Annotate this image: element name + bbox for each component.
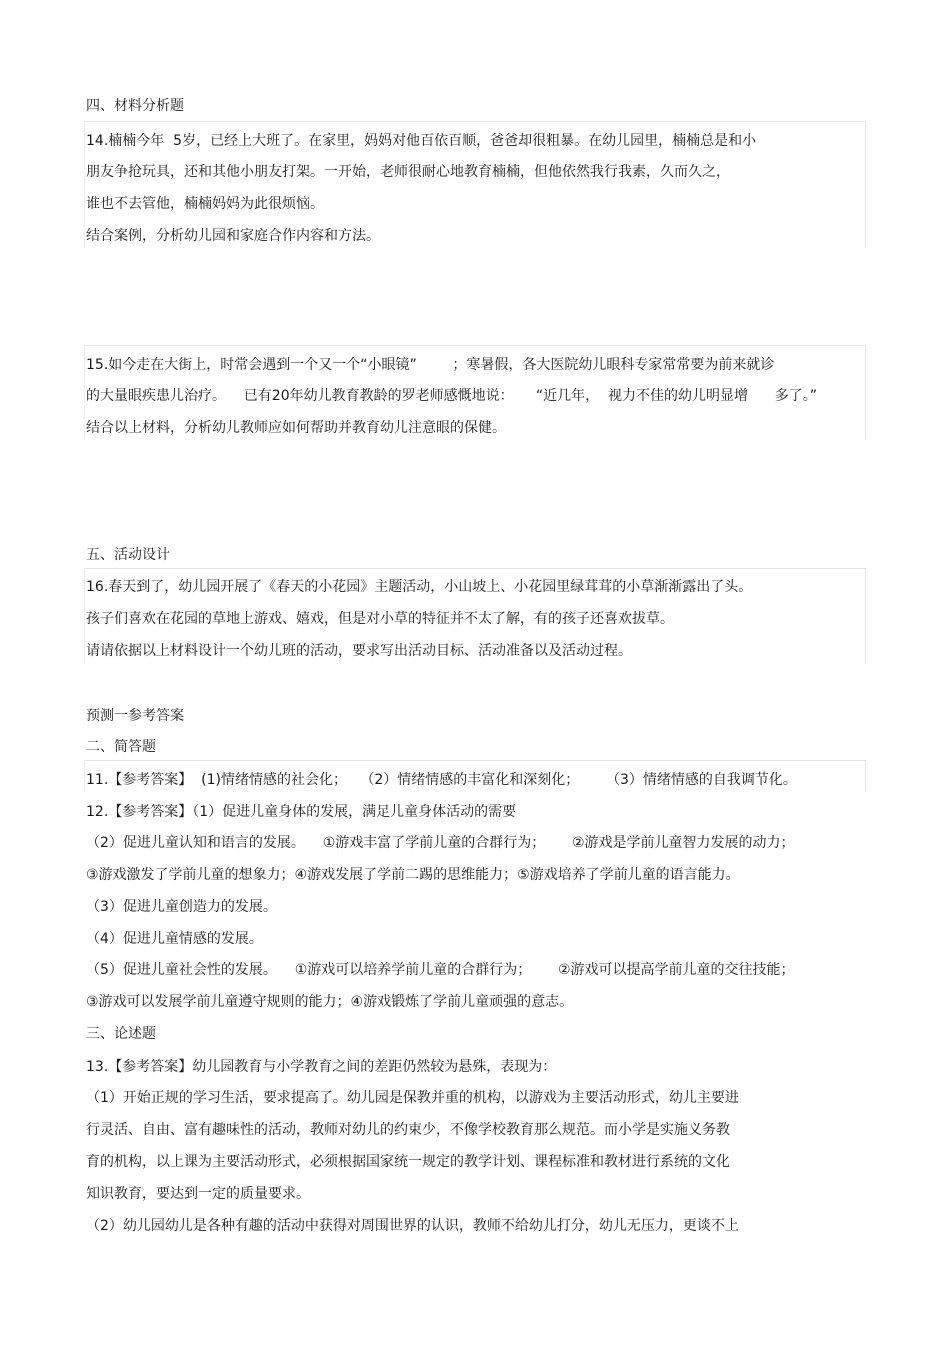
answer-13-line-1: 13.【参考答案】幼儿园教育与小学教育之间的差距仍然较为悬殊，表现为： <box>86 1059 557 1075</box>
answer-11: 11.【参考答案】 (1)情绪情感的社会化； （2）情绪情感的丰富化和深刻化； （3）情绪情感的自我调节化。 <box>86 772 797 788</box>
answer-12-line-6: （5）促进儿童社会性的发展。 ①游戏可以培养学前儿童的合群行为； ②游戏可以提高学前儿童的交往技能； <box>86 962 795 978</box>
answer-13-line-6: （2）幼儿园幼儿是各种有趣的活动中获得对周围世界的认识，教师不给幼儿打分，幼儿无压力，更谈不上 <box>86 1218 739 1234</box>
q14-line-3: 谁也不去管他，楠楠妈妈为此很烦恼。 <box>86 196 324 212</box>
q15-line-2: 的大量眼疾患儿治疗。 已有20年幼儿教育教龄的罗老师感慨地说： “近几年， 视力不佳的幼儿明显增 多了。” <box>86 388 817 404</box>
answer-13-line-2: （1）开始正规的学习生活，要求提高了。幼儿园是保教并重的机构，以游戏为主要活动形式，幼儿主要进 <box>86 1090 739 1106</box>
q15-line-3: 结合以上材料，分析幼儿教师应如何帮助并教育幼儿注意眼的保健。 <box>86 420 506 436</box>
section-heading-materials: 四、材料分析题 <box>86 98 184 114</box>
q16-line-1: 16.春天到了，幼儿园开展了《春天的小花园》主题活动，小山坡上、小花园里绿茸茸的小草渐渐露出了头。 <box>86 579 753 595</box>
q14-line-4: 结合案例，分析幼儿园和家庭合作内容和方法。 <box>86 228 380 244</box>
answer-12-line-1: 12.【参考答案】（1）促进儿童身体的发展，满足儿童身体活动的需要 <box>86 804 517 820</box>
answers-title: 预测一参考答案 <box>86 708 184 724</box>
q14-line-1: 14.楠楠今年 5岁，已经上大班了。在家里，妈妈对他百依百顺，爸爸却很粗暴。在幼儿园里，楠楠总是和小 <box>86 133 757 149</box>
q16-line-2: 孩子们喜欢在花园的草地上游戏、嬉戏，但是对小草的特征并不太了解，有的孩子还喜欢拔草。 <box>86 611 674 627</box>
answer-12-line-4: （3）促进儿童创造力的发展。 <box>86 899 277 915</box>
q14-line-2: 朋友争抢玩具，还和其他小朋友打架。一开始，老师很耐心地教育楠楠，但他依然我行我素，久而久之， <box>86 164 730 180</box>
answer-12-line-2: （2）促进儿童认知和语言的发展。 ①游戏丰富了学前儿童的合群行为； ②游戏是学前儿童智力发展的动力； <box>86 835 795 851</box>
answer-12-line-7: ③游戏可以发展学前儿童遵守规则的能力；④游戏锻炼了学前儿童顽强的意志。 <box>86 994 574 1010</box>
answer-13-line-3: 行灵活、自由、富有趣味性的活动，教师对幼儿的约束少，不像学校教育那么规范。而小学是实施义务教 <box>86 1122 730 1138</box>
answer-12-line-5: （4）促进儿童情感的发展。 <box>86 931 263 947</box>
q16-line-3: 请请依据以上材料设计一个幼儿班的活动，要求写出活动目标、活动准备以及活动过程。 <box>86 643 632 659</box>
section-heading-short: 二、简答题 <box>86 739 156 755</box>
answer-13-line-5: 知识教育，要达到一定的质量要求。 <box>86 1186 310 1202</box>
section-heading-essay: 三、论述题 <box>86 1026 156 1042</box>
answer-13-line-4: 育的机构，以上课为主要活动形式，必须根据国家统一规定的教学计划、课程标准和教材进行系统的文化 <box>86 1154 730 1170</box>
section-heading-activity: 五、活动设计 <box>86 547 170 563</box>
q15-line-1: 15.如今走在大街上，时常会遇到一个又一个“小眼镜” ；寒暑假，各大医院幼儿眼科专家常常要为前来就诊 <box>86 357 775 373</box>
answer-12-line-3: ③游戏激发了学前儿童的想象力；④游戏发展了学前二踢的思维能力；⑤游戏培养了学前儿童的语言能力。 <box>86 867 740 883</box>
